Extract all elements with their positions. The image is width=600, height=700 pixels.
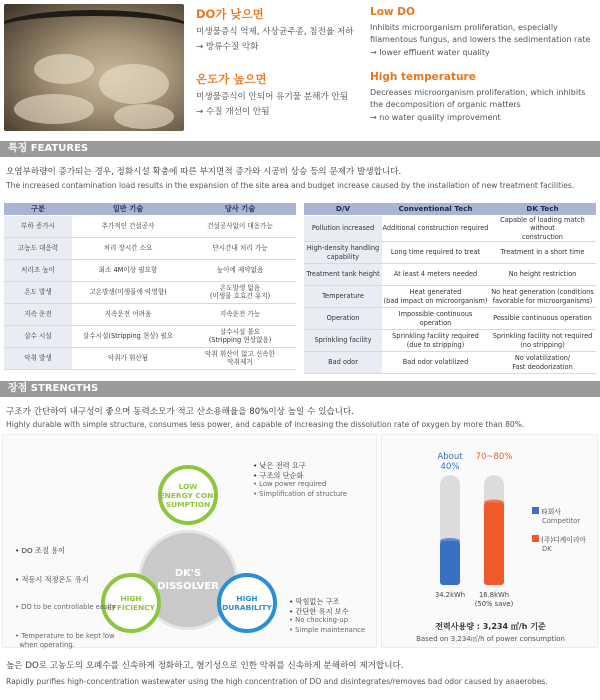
legend-swatch xyxy=(532,507,539,514)
bar xyxy=(440,541,460,585)
high-temp-en-block xyxy=(370,71,598,124)
bullet: • DO 조절 용이 xyxy=(15,546,66,555)
table-cell: Sprinkling facility xyxy=(304,330,382,352)
table-cell: Long time required to treat xyxy=(382,242,489,264)
table-cell: Heat generated (bad impact on microorganism) xyxy=(382,286,489,308)
table-row xyxy=(4,237,296,259)
high-temp-ko-line: 미생물증식이 안되어 유기물 분해가 안됨 xyxy=(196,92,349,102)
high-efficiency-label: HIGH EFFICIENCY xyxy=(106,594,156,612)
bullet: • Low power required xyxy=(253,480,327,488)
strengths-diagram xyxy=(2,434,377,648)
table-row xyxy=(304,352,596,374)
high-temp-ko-title: 온도가 높으면 xyxy=(196,72,267,86)
high-temp-ko-line: → 수질 개선이 안됨 xyxy=(196,107,270,117)
features-table-en xyxy=(304,203,596,374)
table-row xyxy=(4,259,296,281)
table-cell: 부하 증가시 xyxy=(4,215,72,237)
features-intro-ko: 오염부하량이 증가되는 경우, 정화시설 확충에 따른 부지면적 증가와 시공비 상승 등의 문제가 발생합니다. xyxy=(6,167,402,177)
high-temp-en-line: → no water quality improvement xyxy=(370,113,501,122)
table-row xyxy=(304,215,596,242)
features-table-ko xyxy=(4,203,296,370)
table-cell: 추가적인 건설공사 xyxy=(72,215,184,237)
chart-caption-ko: 전력사용량 : 3,234 ㎥/h 기준 xyxy=(435,622,546,631)
table-header-cell: Conventional Tech xyxy=(382,203,489,215)
bullet: • No chocking-up xyxy=(289,616,349,624)
table-cell: 고온발생(미생물에 악영향) xyxy=(72,281,184,303)
bar-top-label: 40% xyxy=(440,462,460,472)
low-do-en-line: Inhibits microorganism proliferation, especially xyxy=(370,23,558,32)
table-cell: 살수시설(Stripping 현상) 필요 xyxy=(72,325,184,347)
bar-bottom-label: 34.2kWh xyxy=(434,591,466,599)
bar-top-label: 70~80% xyxy=(475,452,513,462)
high-temp-ko-block xyxy=(196,71,366,119)
low-do-ko-block xyxy=(196,6,366,54)
low-do-en-title: Low DO xyxy=(370,6,415,18)
table-cell: 온도발생 없음 (미생물 호효건 유지) xyxy=(184,281,296,303)
low-energy-bullets xyxy=(253,461,347,499)
bar-bottom-label: 16.8kWh xyxy=(478,591,510,599)
table-row xyxy=(304,330,596,352)
low-energy-circle xyxy=(158,465,218,525)
table-cell: Pollution increased xyxy=(304,215,382,242)
low-do-ko-title: DO가 낮으면 xyxy=(196,7,264,21)
high-durability-label: HIGH DURABILITY xyxy=(222,594,272,612)
table-cell: 고농도 대응력 xyxy=(4,237,72,259)
table-cell: Temperature xyxy=(304,286,382,308)
table-cell: 악취가 휘산됨 xyxy=(72,347,184,369)
table-cell: No heat generation (conditions favorable for microorganisms) xyxy=(489,286,596,308)
table-cell: Bad odor xyxy=(304,352,382,374)
table-cell: 단시간내 처리 가능 xyxy=(184,237,296,259)
table-cell: 처리조 높이 xyxy=(4,259,72,281)
chart-caption-en: Based on 3,234㎥/h of power consumption xyxy=(416,635,565,643)
table-cell: Impossible continuous operation xyxy=(382,308,489,330)
legend-label-ko: (주)디케이리아 xyxy=(541,536,586,544)
strengths-outro-en: Rapidly purifies high-concentration wastewater using the high concentration of DO and disintegrates/removes bad odor caused by anaerobes. xyxy=(6,677,548,686)
bullet: • Simple maintenance xyxy=(289,625,366,634)
table-cell: 악취 휘산이 없고 신속한 악취제거 xyxy=(184,347,296,369)
table-cell: 지속운전 가능 xyxy=(184,303,296,325)
legend-label-en: Competitor xyxy=(542,516,581,525)
table-cell: 최소 4M이상 필요함 xyxy=(72,259,184,281)
table-cell: Bad odor volatilized xyxy=(382,352,489,374)
bar-top-label: About xyxy=(437,452,463,462)
bullet: • 적동시 적정온도 유지 xyxy=(15,574,89,584)
table-cell: 살수시설 불요 (Stripping 현상없음) xyxy=(184,325,296,347)
table-row xyxy=(304,308,596,330)
bar-cap xyxy=(484,500,504,506)
table-header-cell: 일반 기술 xyxy=(72,203,184,215)
low-do-en-line: → lower effluent water quality xyxy=(370,48,490,57)
table-cell: 온도 발생 xyxy=(4,281,72,303)
table-header-cell: 당사 기술 xyxy=(184,203,296,215)
table-cell: No height restriction xyxy=(489,264,596,286)
table-header-cell: D/V xyxy=(304,203,382,215)
table-cell: Possible continuous operation xyxy=(489,308,596,330)
table-cell: Additional construction required xyxy=(382,215,489,242)
chart-legend xyxy=(532,507,586,553)
table-cell: Operation xyxy=(304,308,382,330)
table-row xyxy=(4,215,296,237)
table-cell: 살수 시설 xyxy=(4,325,72,347)
aeration-tank-photo xyxy=(4,4,184,131)
strengths-header: 장점 STRENGTHS xyxy=(0,381,600,397)
bullet: • Temperature to be kept low when operating. xyxy=(15,631,115,649)
features-intro-en: The increased contamination load results in the expansion of the site area and budget increase caused by the installation of new treatment facilities. xyxy=(6,181,575,190)
high-temp-en-line: the decomposition of organic matters xyxy=(370,99,521,109)
table-cell: 건설공사없이 대응가능 xyxy=(184,215,296,237)
power-consumption-chart xyxy=(381,434,598,648)
table-row xyxy=(4,303,296,325)
table-cell: No volatilization/ Fast deodorization xyxy=(489,352,596,374)
strengths-outro-ko: 높은 DO로 고농도의 오폐수를 신속하게 정화하고, 혐기성으로 인한 악취를 신속하게 분해하여 제거합니다. xyxy=(6,661,404,671)
table-cell: Treatment tank height xyxy=(304,264,382,286)
bullet: • Simplification of structure xyxy=(253,489,348,498)
bullet: • 막힘없는 구조 xyxy=(289,597,340,606)
bullet: • 간단한 유지 보수 xyxy=(289,606,349,616)
table-cell: At least 4 meters needed xyxy=(382,264,489,286)
strengths-intro-en: Highly durable with simple structure, consumes less power, and capable of increasing the dissolution rate of oxygen by more than 80%. xyxy=(6,420,525,429)
bullet: • 구조의 단순화 xyxy=(253,470,304,480)
table-cell: Capable of loading match without construction xyxy=(489,215,596,242)
table-row xyxy=(4,281,296,303)
table-row xyxy=(304,242,596,264)
bullet: • 낮은 전력 요구 xyxy=(253,461,306,470)
high-durability-bullets xyxy=(289,597,365,635)
table-cell: 처리 장시간 소요 xyxy=(72,237,184,259)
table-header-cell: 구분 xyxy=(4,203,72,215)
table-cell: 악취 발생 xyxy=(4,347,72,369)
low-do-ko-line: → 방류수질 악화 xyxy=(196,42,259,52)
bar xyxy=(484,503,504,586)
table-row xyxy=(4,325,296,347)
bar-cap xyxy=(440,538,460,544)
low-do-ko-line: 미생물증식 억제, 사상균주종, 침전율 저하 xyxy=(196,27,354,37)
table-row xyxy=(4,347,296,369)
low-energy-label: LOW ENERGY CON- SUMPTION xyxy=(159,481,217,509)
table-header-cell: DK Tech xyxy=(489,203,596,215)
table-cell: 지속 운전 xyxy=(4,303,72,325)
bullet: • DO to be controllable easily xyxy=(15,603,116,611)
high-temp-en-title: High temperature xyxy=(370,71,476,83)
high-temp-en-line: Decreases microorganism proliferation, which inhibits xyxy=(370,88,586,97)
table-cell: 지속운전 어려움 xyxy=(72,303,184,325)
high-efficiency-bullets xyxy=(15,527,115,670)
table-cell: High-density handling capability xyxy=(304,242,382,264)
dk-dissolver-label: DK'S DISSOLVER xyxy=(157,568,219,592)
legend-item-competitor xyxy=(532,507,586,525)
features-header: 특징 FEATURES xyxy=(0,141,600,157)
legend-item-dk xyxy=(532,535,586,553)
strengths-intro-ko: 구조가 간단하여 내구성이 좋으며 동력소모가 적고 산소용해율을 80%이상 높일 수 있습니다. xyxy=(6,407,355,417)
legend-swatch xyxy=(532,535,539,542)
legend-label-ko: 타회사 xyxy=(541,508,561,516)
table-cell: 높이에 제약없음 xyxy=(184,259,296,281)
low-do-en-block xyxy=(370,6,598,59)
bar-bottom-label: (50% save) xyxy=(474,600,514,608)
table-cell: Sprinkling facility not required (no stripping) xyxy=(489,330,596,352)
table-row xyxy=(304,286,596,308)
low-do-en-line: filamentous fungus, and lowers the sedimentation rate xyxy=(370,34,591,44)
table-cell: Sprinkling facility required (due to stripping) xyxy=(382,330,489,352)
high-durability-circle xyxy=(217,573,277,633)
table-row xyxy=(304,264,596,286)
table-cell: Treatment in a short time xyxy=(489,242,596,264)
legend-label-en: DK xyxy=(542,544,552,553)
